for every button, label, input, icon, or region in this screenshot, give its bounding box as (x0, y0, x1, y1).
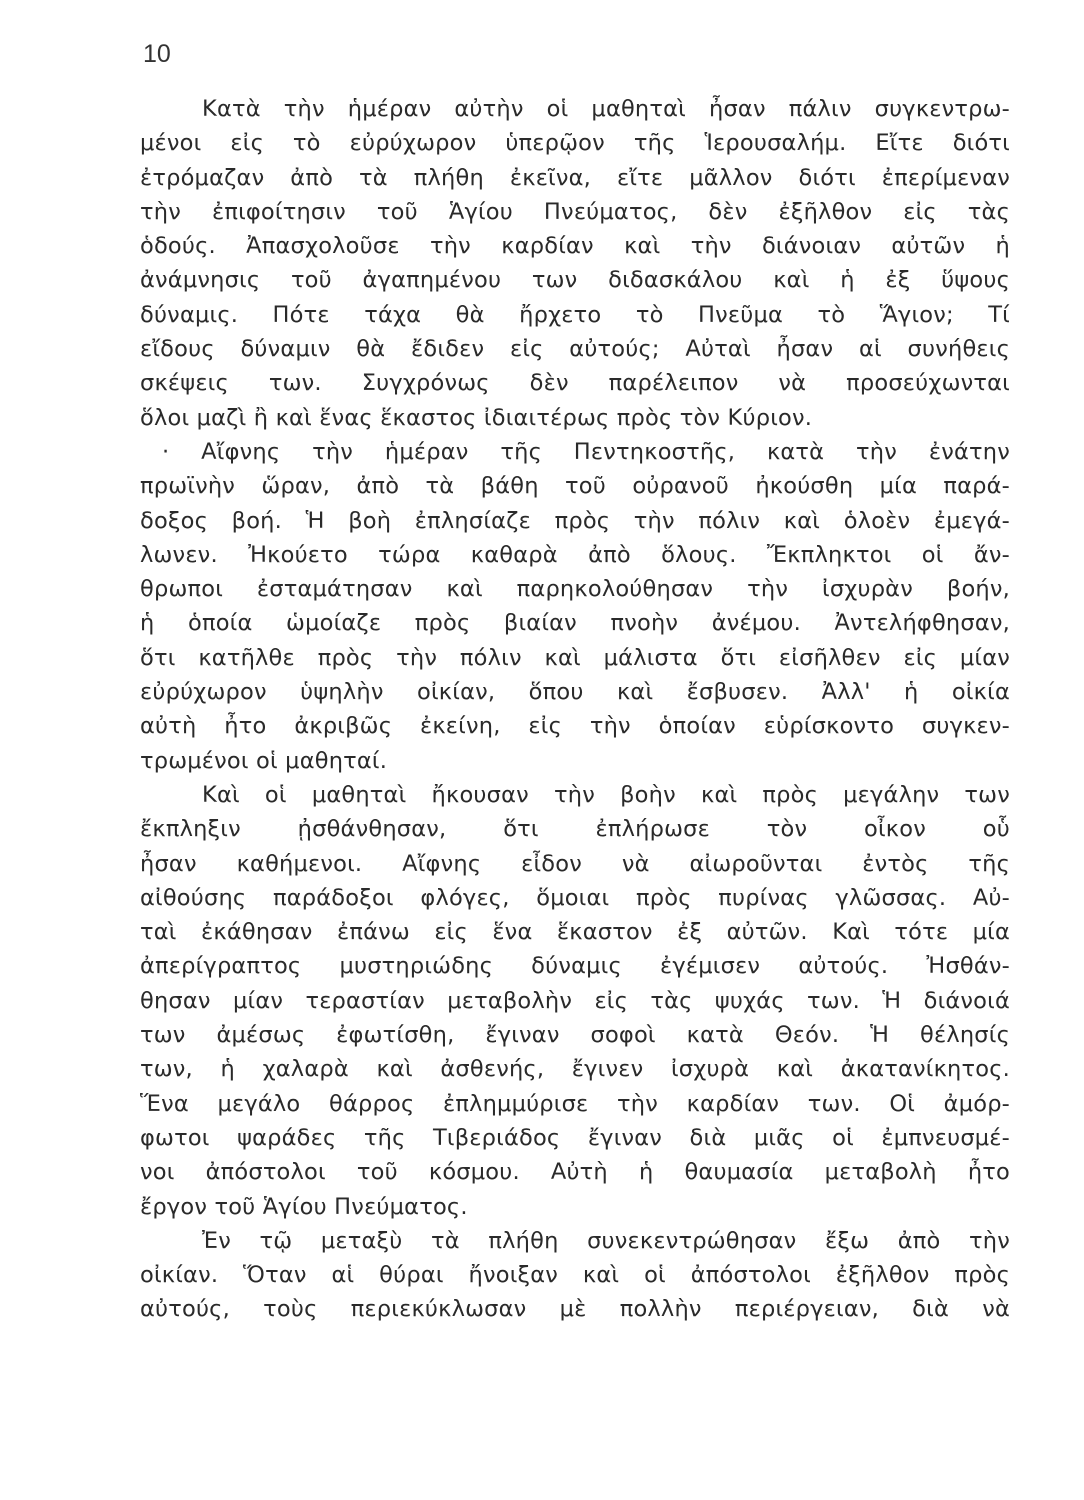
text-line: ἔκπληξιν ᾐσθάνθησαν, ὅτι ἐπλήρωσε τὸν οἶκον οὗ (140, 816, 1010, 843)
text-line: λωνεν. Ἠκούετο τώρα καθαρὰ ἀπὸ ὅλους. Ἔκπληκτοι οἱ ἄν- (140, 541, 1010, 568)
text-line: δύναμις. Πότε τάχα θὰ ἤρχετο τὸ Πνεῦμα τὸ Ἅγιον; Τί (140, 301, 1010, 328)
text-line: θρωποι ἐσταμάτησαν καὶ παρηκολούθησαν τὴν ἰσχυρὰν βοήν, (140, 576, 1010, 603)
text-line: μένοι εἰς τὸ εὐρύχωρον ὑπερῷον τῆς Ἱερουσαλήμ. Εἴτε διότι (140, 130, 1010, 157)
text-line: νοι ἀπόστολοι τοῦ κόσμου. Αὐτὴ ἡ θαυμασία μεταβολὴ ἦτο (140, 1159, 1010, 1186)
text-line: δοξος βοή. Ἡ βοὴ ἐπλησίαζε πρὸς τὴν πόλιν καὶ ὁλοὲν ἐμεγά- (140, 507, 1010, 534)
text-line: αὐτούς, τοὺς περιεκύκλωσαν μὲ πολλὴν περιέργειαν, διὰ νὰ (140, 1296, 1010, 1323)
text-line: εὐρύχωρον ὑψηλὴν οἰκίαν, ὅπου καὶ ἔσβυσεν. Ἀλλ' ἡ οἰκία (140, 679, 1010, 706)
text-line: Κατὰ τὴν ἡμέραν αὐτὴν οἱ μαθηταὶ ἦσαν πάλιν συγκεντρω- (202, 96, 1010, 122)
text-line: ὅλοι μαζὶ ἢ καὶ ἕνας ἕκαστος ἰδιαιτέρως πρὸς τὸν Κύριον. (140, 404, 813, 431)
text-line: αἰθούσης παράδοξοι φλόγες, ὅμοιαι πρὸς πυρίνας γλῶσσας. Αὐ- (140, 884, 1010, 911)
text-line: πρωϊνὴν ὥραν, ἀπὸ τὰ βάθη τοῦ οὐρανοῦ ἠκούσθη μία παρά- (140, 473, 1010, 500)
text-line: σκέψεις των. Συγχρόνως δὲν παρέλειπον νὰ προσεύχωνται (140, 370, 1010, 397)
text-line: τρωμένοι οἱ μαθηταί. (140, 747, 388, 774)
text-line: οἰκίαν. Ὅταν αἱ θύραι ἤνοιξαν καὶ οἱ ἀπόστολοι ἐξῆλθον πρὸς (140, 1262, 1010, 1289)
text-line: ἦσαν καθήμενοι. Αἴφνης εἶδον νὰ αἰωροῦνται ἐντὸς τῆς (140, 850, 1010, 877)
text-line: ἀπερίγραπτος μυστηριώδης δύναμις ἐγέμισεν αὐτούς. Ἠσθάν- (140, 953, 1010, 980)
text-line: φωτοι ψαράδες τῆς Τιβεριάδος ἔγιναν διὰ μιᾶς οἱ ἐμπνευσμέ- (140, 1124, 1010, 1151)
text-line: εἴδους δύναμιν θὰ ἔδιδεν εἰς αὐτούς; Αὐταὶ ἦσαν αἱ συνήθεις (140, 336, 1010, 363)
text-line: τὴν ἐπιφοίτησιν τοῦ Ἁγίου Πνεύματος, δὲν ἐξῆλθον εἰς τὰς (140, 198, 1010, 225)
page-number: 10 (143, 40, 171, 68)
text-line: ὅτι κατῆλθε πρὸς τὴν πόλιν καὶ μάλιστα ὅτι εἰσῆλθεν εἰς μίαν (140, 644, 1010, 671)
text-line: ἔργον τοῦ Ἁγίου Πνεύματος. (140, 1193, 468, 1220)
body-text (140, 92, 1010, 1327)
text-line: Ἐν τῷ μεταξὺ τὰ πλήθη συνεκεντρώθησαν ἔξω ἀπὸ τὴν (202, 1227, 1010, 1254)
text-line: ἡ ὁποία ὡμοίαζε πρὸς βιαίαν πνοὴν ἀνέμου. Ἀντελήφθησαν, (140, 610, 1010, 637)
text-line: Ἕνα μεγάλο θάρρος ἐπλημμύρισε τὴν καρδίαν των. Οἱ ἀμόρ- (140, 1090, 1010, 1117)
text-line: Καὶ οἱ μαθηταὶ ἤκουσαν τὴν βοὴν καὶ πρὸς μεγάλην των (202, 781, 1010, 808)
text-line: αὐτὴ ἦτο ἀκριβῶς ἐκείνη, εἰς τὴν ὁποίαν εὑρίσκοντο συγκεν- (140, 713, 1010, 740)
text-line: των, ἡ χαλαρὰ καὶ ἀσθενής, ἔγινεν ἰσχυρὰ καὶ ἀκατανίκητος. (140, 1056, 1010, 1083)
text-line: ἐτρόμαζαν ἀπὸ τὰ πλήθη ἐκεῖνα, εἴτε μᾶλλον διότι ἐπερίμεναν (140, 164, 1010, 191)
text-line: · Αἴφνης τὴν ἡμέραν τῆς Πεντηκοστῆς, κατὰ τὴν ἐνάτην (162, 438, 1010, 465)
text-line: των ἀμέσως ἐφωτίσθη, ἔγιναν σοφοὶ κατὰ Θεόν. Ἡ θέλησίς (140, 1022, 1010, 1049)
text-line: θησαν μίαν τεραστίαν μεταβολὴν εἰς τὰς ψυχάς των. Ἡ διάνοιά (140, 987, 1010, 1014)
text-line: ἀνάμνησις τοῦ ἀγαπημένου των διδασκάλου καὶ ἡ ἐξ ὕψους (140, 267, 1010, 294)
text-line: ταὶ ἐκάθησαν ἐπάνω εἰς ἕνα ἕκαστον ἐξ αὐτῶν. Καὶ τότε μία (140, 919, 1010, 946)
text-line: ὁδούς. Ἀπασχολοῦσε τὴν καρδίαν καὶ τὴν διάνοιαν αὐτῶν ἡ (140, 233, 1010, 260)
